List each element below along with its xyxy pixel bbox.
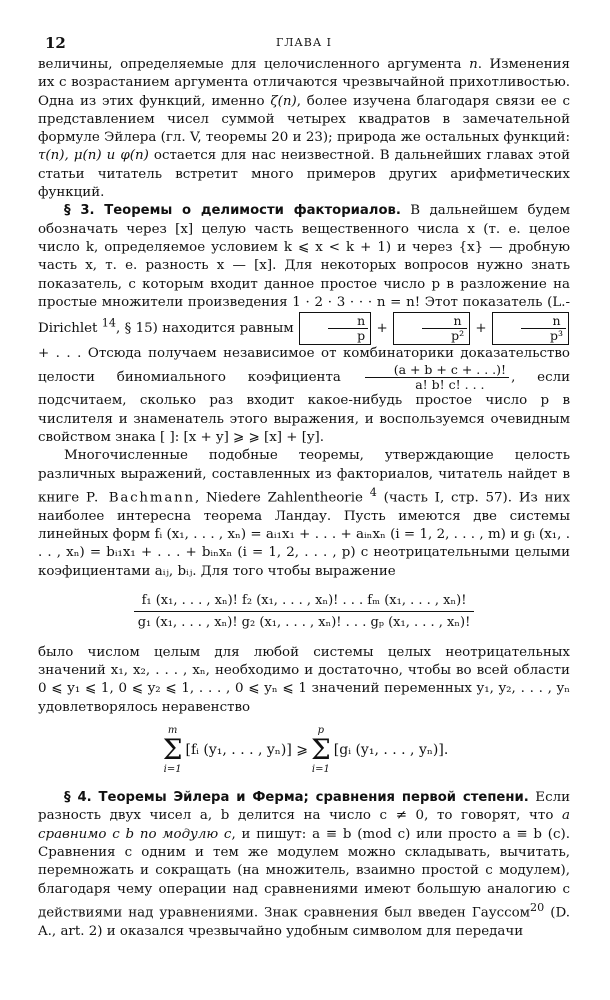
page-number: 12 — [45, 34, 66, 52]
paragraph-landau: Многочисленные подобные теоремы, утверждающие целость различных выражений, составленных из факториалов, читатель найдет в книге P. Bachmann, Niedere Zahlentheorie $^4$ (часть I, стр. 57). Из них наиболее интересна теорема Ландау. Пусть имеются две системы линейных форм fᵢ (x₁, . . . , xₙ) = aᵢ₁x₁ + . . . + aᵢₙxₙ (i = 1, 2, . . . , m) и gᵢ (x₁, . . . , xₙ) = bᵢ₁x₁ + . . . + bᵢₙxₙ (i = 1, 2, . . . , p) с неотрицательными целыми коэфициентами aᵢⱼ, bᵢⱼ. Для того чтобы выражение — [38, 448, 570, 579]
paragraph-condition: было числом целым для любой системы целых неотрицательных значений x₁, x₂, . . . , xₙ, необходимо и достаточно, чтобы во всей области 0 ⩽ y₁ ⩽ 1, 0 ⩽ y₂ ⩽ 1, . . . , 0 ⩽ yₙ ⩽ 1 значений переменных y₁, y₂, . . . , yₙ удовлетворялось неравенство — [38, 644, 570, 715]
floor-bracket: $\frac{n}{\text{p³}}$ — [492, 312, 569, 345]
floor-bracket: $\frac{n}{p}$ — [299, 312, 371, 345]
section-3-title: § 3. Теоремы о делимости факториалов. — [64, 203, 401, 219]
display-formula-inequality: m Σ i=1 [fᵢ (y₁, . . . , yₙ)] ⩾ p Σ i=1 [gᵢ (y₁, . . . , yₙ)]. — [162, 725, 449, 776]
section-4-title: § 4. Теоремы Эйлера и Ферма; сравнения первой степени. — [64, 790, 529, 806]
author-name: P. Bachmann — [85, 490, 195, 506]
section-4-paragraph: § 4. Теоремы Эйлера и Ферма; сравнения первой степени. Если разность двух чисел a, b делится на число c ≠ 0, то говорят, что a сравнимо с b по модулю c, и пишут: a ≡ b (mod c) или просто a ≡ b (c). Сравнения с одним и тем же модулем можно складывать, вычитать, перемножать и сокращать (на множитель, взаимно простой с модулем), благодаря чему операции над сравнениями имеют большую аналогию с действиями над уравнениями. Знак сравнения был введен Гауссом$^{20}$ (D. A., art. 2) и оказался чрезвычайно удобным символом для передачи — [38, 790, 570, 939]
paragraph-arithmetic-functions: величины, определяемые для целочисленного аргумента n. Изменения их с возрастанием аргумента отличаются чрезвычайной прихотливостью. Одна из этих функций, именно ζ(n), более изучена благодаря связи ее с представлением чисел суммой четырех квадратов в замечательной формуле Эйлера (гл. V, теоремы 20 и 23); природа же остальных функций: τ(n), μ(n) и φ(n) остается для нас неизвестной. В дальнейших главах этой статьи читатель встретит много примеров других арифметических функций. — [38, 57, 571, 201]
floor-bracket: $\frac{n}{\text{p²}}$ — [393, 312, 470, 345]
binomial-fraction: $\frac{(a + b + c + . . .)!}{a! b! c! . . .}$ — [365, 363, 509, 392]
running-head: ГЛАВА I — [275, 36, 333, 49]
display-formula-factorial-ratio: f₁ (x₁, . . . , xₙ)! f₂ (x₁, . . . , xₙ)! . . . fₘ (x₁, . . . , xₙ)! g₁ (x₁, . . . , xₙ)! g₂ (x₁, . . . , xₙ)! . . . gₚ (x₁, . . . , xₙ)! — [38, 591, 570, 632]
section-3-paragraph: § 3. Теоремы о делимости факториалов. В дальнейшем будем обозначать через [x] целую часть вещественного числа x (т. е. целое число k, определяемое условием k ⩽ x < k + 1) и через {x} — дробную часть x, т. е. разность x — [x]. Для некоторых вопросов нужно знать показатель, с которым входит данное простое число p в разложение на простые множители произведения 1 · 2 · 3 · · · n = n! Этот показатель (L.-Dirichlet $^{14}$, § 15) находится равным $\frac{n}{p}$ + $\frac{n}{\text{p²}}$ + $\frac{n}{\text{p³}}$ + . . . Отсюда получаем независимое от комбинаторики доказательство целости биномиального коэфициента $\frac{(a + b + c + . . .)!}{a! b! c! . . .}$ , если подсчитаем, сколько раз входит какое-нибудь простое число p в числителя и знаменатель этого выражения, и воспользуемся очевидным свойством знака [ ]: [x + y] ⩾ ⩾ [x] + [y]. — [38, 203, 570, 446]
page-header — [38, 30, 570, 56]
